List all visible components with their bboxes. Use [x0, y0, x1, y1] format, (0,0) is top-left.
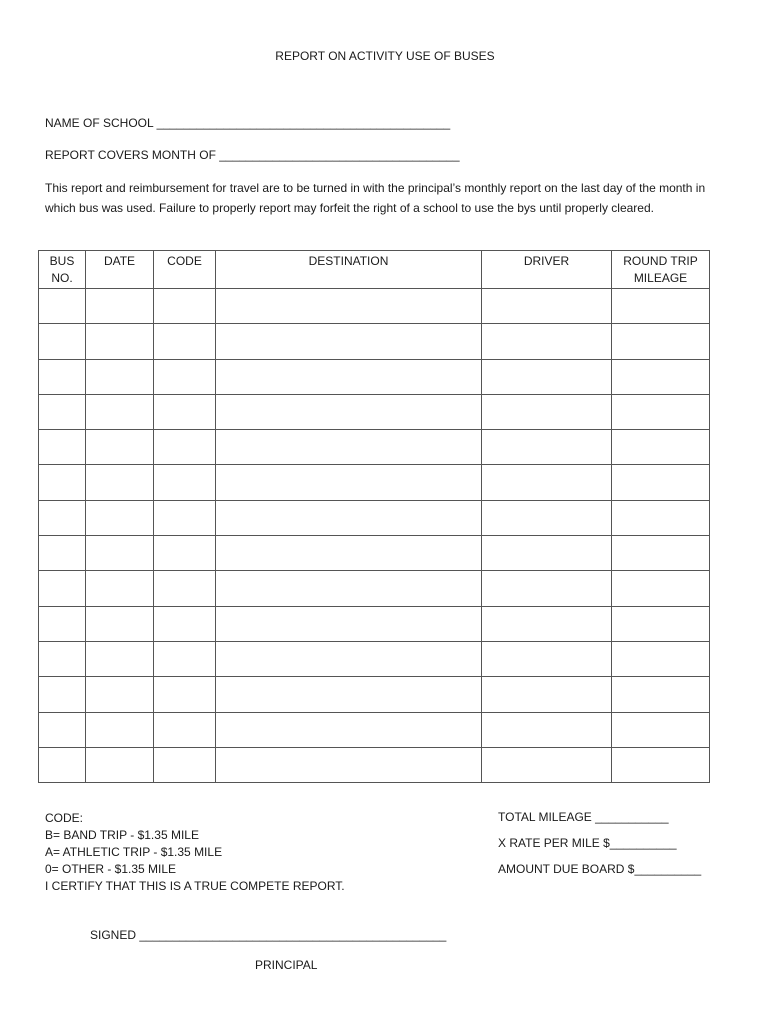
- table-row: [39, 430, 710, 465]
- cell-destination[interactable]: [216, 500, 482, 535]
- cell-driver[interactable]: [482, 712, 612, 747]
- cell-destination[interactable]: [216, 430, 482, 465]
- cell-destination[interactable]: [216, 606, 482, 641]
- table-row: [39, 359, 710, 394]
- cell-driver[interactable]: [482, 394, 612, 429]
- cell-bus-no[interactable]: [39, 606, 86, 641]
- table-row: [39, 677, 710, 712]
- cell-destination[interactable]: [216, 359, 482, 394]
- cell-driver[interactable]: [482, 606, 612, 641]
- cell-code[interactable]: [154, 641, 216, 676]
- cell-destination[interactable]: [216, 712, 482, 747]
- cell-destination[interactable]: [216, 641, 482, 676]
- table-row: [39, 536, 710, 571]
- header-driver: DRIVER: [482, 251, 612, 289]
- cell-round-trip-mileage[interactable]: [612, 324, 710, 359]
- cell-driver[interactable]: [482, 677, 612, 712]
- cell-date[interactable]: [86, 394, 154, 429]
- cell-code[interactable]: [154, 677, 216, 712]
- cell-bus-no[interactable]: [39, 500, 86, 535]
- cell-date[interactable]: [86, 465, 154, 500]
- amount-due-field[interactable]: AMOUNT DUE BOARD $__________: [498, 862, 702, 876]
- table-row: [39, 606, 710, 641]
- cell-round-trip-mileage[interactable]: [612, 359, 710, 394]
- cell-driver[interactable]: [482, 289, 612, 324]
- instructions-paragraph: This report and reimbursement for travel are to be turned in with the principal’s monthly report on the last day of the month in which bus was used. Failure to properly report may forfeit the right of a school to use the bys until properly cleared.: [45, 181, 706, 215]
- cell-destination[interactable]: [216, 324, 482, 359]
- signature-title: PRINCIPAL: [255, 958, 318, 972]
- cell-date[interactable]: [86, 500, 154, 535]
- cell-driver[interactable]: [482, 500, 612, 535]
- cell-driver[interactable]: [482, 465, 612, 500]
- cell-code[interactable]: [154, 536, 216, 571]
- cell-date[interactable]: [86, 536, 154, 571]
- code-heading: CODE:: [45, 811, 84, 825]
- table-row: [39, 465, 710, 500]
- header-date: DATE: [86, 251, 154, 289]
- total-mileage-field[interactable]: TOTAL MILEAGE ___________: [498, 810, 669, 824]
- cell-driver[interactable]: [482, 747, 612, 782]
- cell-round-trip-mileage[interactable]: [612, 394, 710, 429]
- table-row: [39, 641, 710, 676]
- cell-date[interactable]: [86, 359, 154, 394]
- cell-date[interactable]: [86, 289, 154, 324]
- cell-date[interactable]: [86, 606, 154, 641]
- cell-round-trip-mileage[interactable]: [612, 641, 710, 676]
- cell-bus-no[interactable]: [39, 430, 86, 465]
- cell-bus-no[interactable]: [39, 394, 86, 429]
- cell-round-trip-mileage[interactable]: [612, 606, 710, 641]
- cell-bus-no[interactable]: [39, 641, 86, 676]
- cell-bus-no[interactable]: [39, 359, 86, 394]
- cell-destination[interactable]: [216, 289, 482, 324]
- cell-destination[interactable]: [216, 394, 482, 429]
- cell-bus-no[interactable]: [39, 324, 86, 359]
- table-row: [39, 324, 710, 359]
- cell-driver[interactable]: [482, 571, 612, 606]
- cell-driver[interactable]: [482, 536, 612, 571]
- cell-destination[interactable]: [216, 571, 482, 606]
- cell-code[interactable]: [154, 359, 216, 394]
- cell-destination[interactable]: [216, 747, 482, 782]
- certify-statement: I CERTIFY THAT THIS IS A TRUE COMPETE REPORT.: [45, 879, 345, 893]
- cell-round-trip-mileage[interactable]: [612, 465, 710, 500]
- header-destination: DESTINATION: [216, 251, 482, 289]
- cell-code[interactable]: [154, 571, 216, 606]
- rate-per-mile-field[interactable]: X RATE PER MILE $__________: [498, 836, 677, 850]
- cell-bus-no[interactable]: [39, 536, 86, 571]
- cell-driver[interactable]: [482, 324, 612, 359]
- document-title: REPORT ON ACTIVITY USE OF BUSES: [275, 49, 495, 63]
- header-round-trip-mileage: ROUND TRIP MILEAGE: [612, 251, 710, 289]
- code-band: B= BAND TRIP - $1.35 MILE: [45, 828, 199, 842]
- school-name-field[interactable]: NAME OF SCHOOL ____________________________________________: [45, 116, 451, 130]
- cell-round-trip-mileage[interactable]: [612, 289, 710, 324]
- cell-date[interactable]: [86, 712, 154, 747]
- cell-driver[interactable]: [482, 430, 612, 465]
- cell-code[interactable]: [154, 747, 216, 782]
- cell-code[interactable]: [154, 606, 216, 641]
- totals-block: [498, 810, 701, 888]
- activity-table: [38, 250, 710, 783]
- table-row: [39, 500, 710, 535]
- table-body: [39, 289, 710, 783]
- header-bus-no: BUS NO.: [39, 251, 86, 289]
- cell-round-trip-mileage[interactable]: [612, 500, 710, 535]
- cell-round-trip-mileage[interactable]: [612, 677, 710, 712]
- cell-code[interactable]: [154, 430, 216, 465]
- cell-destination[interactable]: [216, 536, 482, 571]
- cell-date[interactable]: [86, 324, 154, 359]
- cell-code[interactable]: [154, 324, 216, 359]
- cell-driver[interactable]: [482, 359, 612, 394]
- code-legend: [45, 810, 345, 895]
- code-other: 0= OTHER - $1.35 MILE: [45, 862, 177, 876]
- header-code: CODE: [154, 251, 216, 289]
- table-header-row: [39, 251, 710, 289]
- cell-date[interactable]: [86, 641, 154, 676]
- table-row: [39, 747, 710, 782]
- signature-field[interactable]: SIGNED ______________________________________________: [90, 928, 447, 942]
- table-row: [39, 571, 710, 606]
- cell-date[interactable]: [86, 747, 154, 782]
- cell-bus-no[interactable]: [39, 465, 86, 500]
- cell-date[interactable]: [86, 430, 154, 465]
- cell-date[interactable]: [86, 571, 154, 606]
- cell-bus-no[interactable]: [39, 289, 86, 324]
- cell-round-trip-mileage[interactable]: [612, 430, 710, 465]
- cell-destination[interactable]: [216, 465, 482, 500]
- cell-code[interactable]: [154, 712, 216, 747]
- cell-round-trip-mileage[interactable]: [612, 712, 710, 747]
- cell-round-trip-mileage[interactable]: [612, 536, 710, 571]
- cell-round-trip-mileage[interactable]: [612, 747, 710, 782]
- cell-code[interactable]: [154, 465, 216, 500]
- cell-bus-no[interactable]: [39, 712, 86, 747]
- table-row: [39, 712, 710, 747]
- cell-bus-no[interactable]: [39, 571, 86, 606]
- cell-driver[interactable]: [482, 641, 612, 676]
- code-athletic: A= ATHLETIC TRIP - $1.35 MILE: [45, 845, 223, 859]
- table-row: [39, 289, 710, 324]
- cell-code[interactable]: [154, 500, 216, 535]
- cell-bus-no[interactable]: [39, 747, 86, 782]
- cell-code[interactable]: [154, 289, 216, 324]
- report-month-field[interactable]: REPORT COVERS MONTH OF ____________________________________: [45, 148, 460, 162]
- cell-destination[interactable]: [216, 677, 482, 712]
- cell-code[interactable]: [154, 394, 216, 429]
- table-row: [39, 394, 710, 429]
- cell-date[interactable]: [86, 677, 154, 712]
- cell-bus-no[interactable]: [39, 677, 86, 712]
- cell-round-trip-mileage[interactable]: [612, 571, 710, 606]
